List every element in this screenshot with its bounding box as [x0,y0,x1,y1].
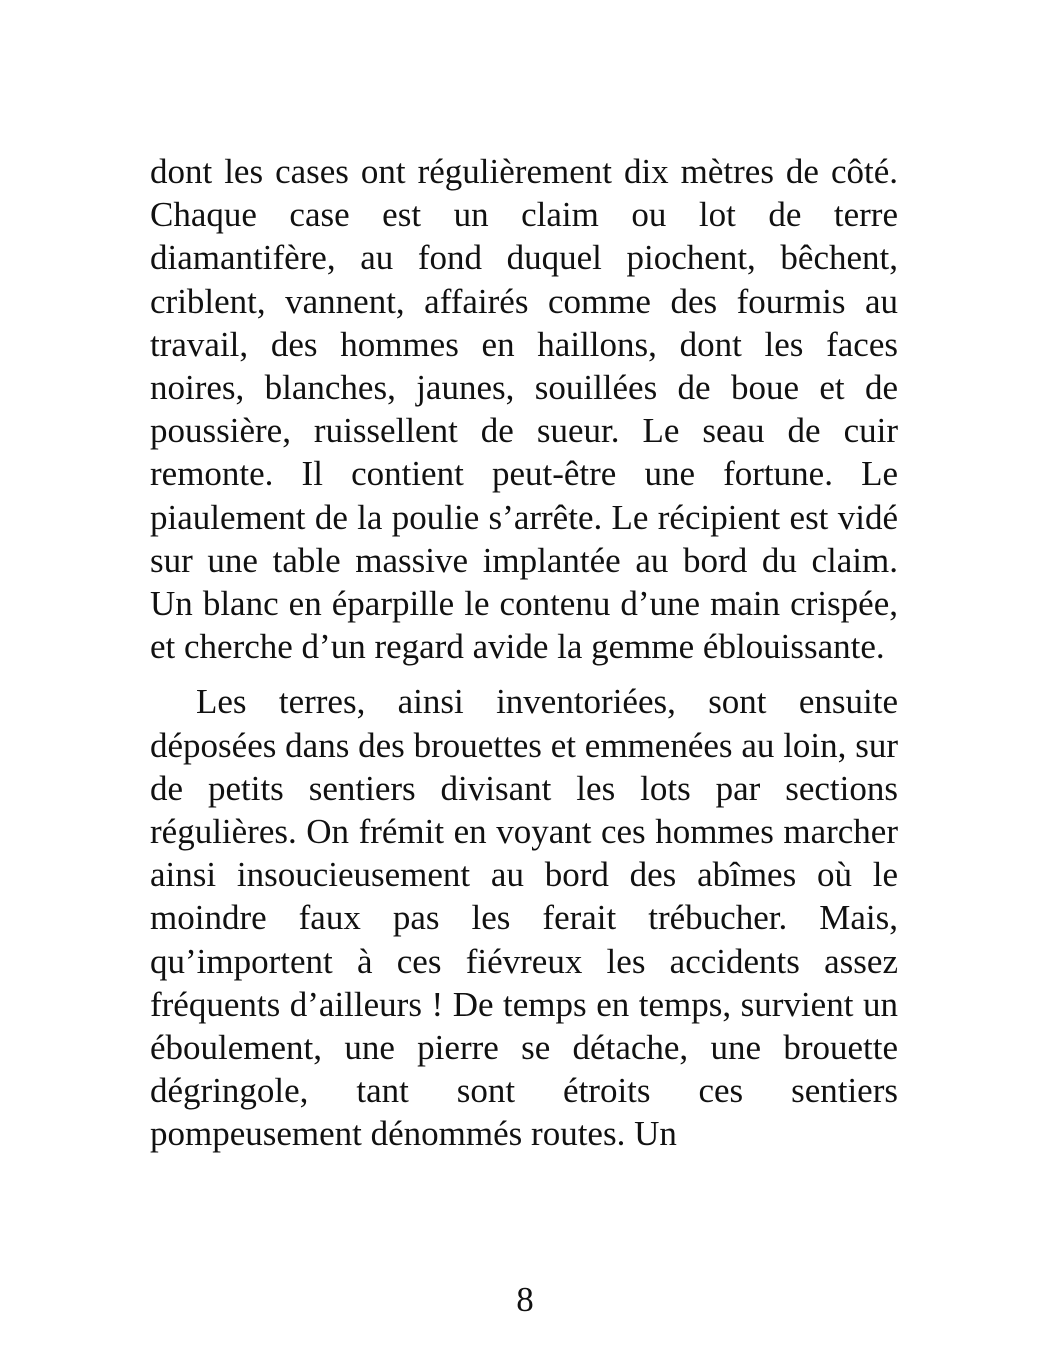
paragraph-2: Les terres, ainsi inventoriées, sont ensuite déposées dans des brouettes et emmenées au loin, sur de petits sentiers divisant les lots par sections régulières. On frémit en voyant ces hommes marcher ainsi insoucieusement au bord des abîmes où le moindre faux pas les ferait trébucher. Mais, qu’importent à ces fiévreux les accidents assez fréquents d’ailleurs ! De temps en temps, survient un éboulement, une pierre se détache, une brouette dégringole, tant sont étroits ces sentiers pompeusement dénommés routes. Un [150,682,898,1154]
paragraph-1: dont les cases ont régulièrement dix mètres de côté. Chaque case est un claim ou lot de terre diamantifère, au fond duquel piochent, bêchent, criblent, vannent, affairés comme des fourmis au travail, des hommes en haillons, dont les faces noires, blanches, jaunes, souillées de boue et de poussière, ruissellent de sueur. Le seau de cuir remonte. Il contient peut-être une fortune. Le piaulement de la poulie s’arrête. Le récipient est vidé sur une table massive implantée au bord du claim. Un blanc en éparpille le contenu d’une main crispée, et cherche d’un regard avide la gemme éblouissante. [150,152,898,667]
page-number: 8 [516,1280,534,1319]
body-text [150,150,898,1156]
